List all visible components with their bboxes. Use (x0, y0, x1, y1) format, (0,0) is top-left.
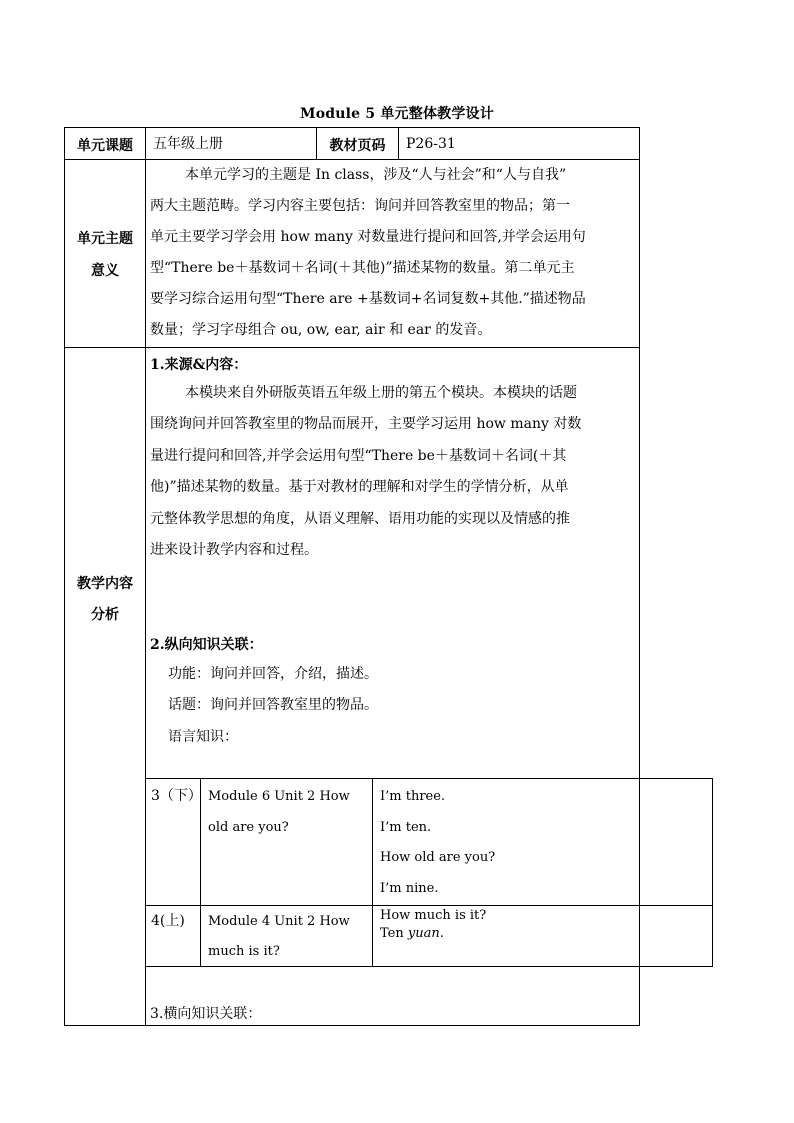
table-line-right (639, 127, 640, 1026)
row1-sentence-1: I’m three. (380, 789, 446, 804)
ktable-line-top (145, 778, 713, 779)
row1-sentence-4: I’m nine. (380, 881, 439, 896)
function-line: 功能：询问并回答，介绍，描述。 (168, 666, 378, 682)
table-line-meaning-bottom (64, 347, 640, 348)
table-line-header-mid2 (398, 127, 399, 160)
row1-unit-line1: Module 6 Unit 2 How (208, 789, 350, 804)
section2-heading: 2.纵向知识关联： (150, 637, 263, 653)
meaning-line-3: 单元主要学习学会用 how many 对数量进行提问和回答,并学会运用句 (150, 229, 586, 245)
section1-line-5: 元整体教学思想的角度，从语义理解、语用功能的实现以及情感的推 (150, 511, 570, 527)
language-knowledge-line: 语言知识： (168, 729, 238, 745)
section1-line-1: 本模块来自外研版英语五年级上册的第五个模块。本模块的话题 (185, 385, 577, 401)
row2-grade: 4(上) (151, 913, 185, 929)
row2-sentence-1: How much is it? (380, 908, 487, 923)
analysis-label-line2: 分析 (91, 607, 119, 623)
unit-topic-label: 单元课题 (77, 138, 133, 154)
row2-sentence-2-italic: yuan (407, 926, 440, 941)
page-value: P26-31 (406, 136, 456, 152)
ktable-line-left (145, 778, 146, 967)
ktable-line-col2 (372, 778, 373, 967)
row1-unit-line2: old are you? (208, 820, 289, 835)
meaning-label-line2: 意义 (91, 263, 119, 279)
meaning-line-6: 数量；学习字母组合 ou, ow, ear, air 和 ear 的发音。 (150, 322, 492, 338)
section1-heading: 1.来源&内容： (150, 357, 248, 373)
section3-heading: 3.横向知识关联： (150, 1006, 262, 1022)
meaning-line-2: 两大主题范畴。学习内容主要包括：询问并回答教室里的物品；第一 (150, 198, 570, 214)
table-line-top (64, 127, 640, 128)
ktable-line-right (712, 778, 713, 967)
section1-line-6: 进来设计教学内容和过程。 (150, 542, 318, 558)
section1-line-3: 量进行提问和回答,并学会运用句型“There be＋基数词＋名词(＋其 (150, 448, 567, 464)
row2-sentence-2-prefix: Ten (380, 926, 408, 941)
row1-sentence-3: How old are you? (380, 850, 496, 865)
row2-unit-line2: much is it? (208, 944, 280, 959)
meaning-line-5: 要学习综合运用句型“There are +基数词+名词复数+其他.”描述物品 (150, 291, 586, 307)
table-line-left (64, 127, 65, 1026)
table-line-header-mid (316, 127, 317, 160)
analysis-label-line1: 教学内容 (77, 576, 133, 592)
section1-line-4: 他)”描述某物的数量。基于对教材的理解和对学生的学情分析，从单 (150, 479, 569, 495)
row2-sentence-2 (380, 925, 444, 943)
page-label: 教材页码 (329, 138, 386, 154)
unit-topic-value: 五年级上册 (153, 136, 223, 152)
meaning-line-1: 本单元学习的主题是 In class，涉及“人与社会”和“人与自我” (185, 167, 567, 183)
document-title: Module 5 单元整体教学设计 (300, 106, 494, 122)
section1-line-2: 围绕询问并回答教室里的物品而展开，主要学习运用 how many 对数 (150, 416, 582, 432)
row1-sentence-2: I’m ten. (380, 820, 432, 835)
row2-sentence-2-suffix: . (439, 926, 444, 941)
row1-grade: 3（下） (151, 788, 202, 804)
row2-unit-line1: Module 4 Unit 2 How (208, 914, 350, 929)
topic-line: 话题：询问并回答教室里的物品。 (168, 697, 378, 713)
table-line-bottom (64, 1025, 640, 1026)
meaning-label-line1: 单元主题 (77, 231, 133, 247)
meaning-line-4: 型“There be＋基数词＋名词(＋其他)”描述某物的数量。第二单元主 (150, 260, 575, 276)
